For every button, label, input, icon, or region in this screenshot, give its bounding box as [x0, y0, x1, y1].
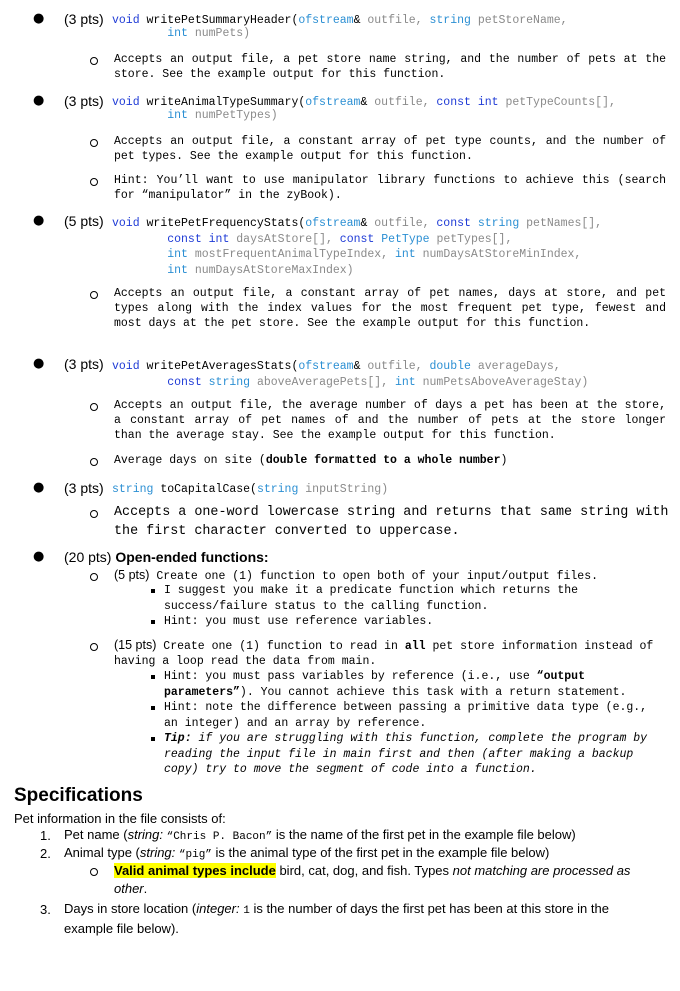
open-ended-subitem: Hint: you must pass variables by reference (i.e., use “output parameters”). You cannot achieve this task with a return statement. — [164, 670, 627, 699]
function-signature: void writePetSummaryHeader(ofstream& outfile, string petStoreName, int numPets) — [112, 14, 568, 40]
circle-bullet-icon — [90, 868, 98, 876]
list-number: 3. — [40, 902, 51, 917]
spec-item-3: Days in store location (integer: 1 is the number of days the first pet has been at this store in the example file below). — [64, 901, 609, 936]
open-ended-subitem: I suggest you make it a predicate function which returns the success/failure status to the calling function. — [164, 584, 579, 613]
open-ended-subitem: Hint: note the difference between passing a primitive data type (e.g., an integer) and an array by reference. — [164, 701, 648, 730]
bullet-icon: ● — [33, 549, 45, 564]
open-ended-item-2: (15 pts) Create one (1) function to read in all pet store information instead of having a loop read the data from main. — [114, 638, 654, 668]
spec-item-2: Animal type (string: “pig” is the animal type of the first pet in the example file below) — [64, 845, 550, 861]
list-number: 2. — [40, 846, 51, 861]
points-label: (3 pts) — [64, 93, 104, 109]
function-signature: void writePetFrequencyStats(ofstream& outfile, const string petNames[], const int daysAtStore[], const PetType petTypes[], int mostFrequentAnimalTypeIndex, int numDaysAtStoreMinIndex, int numDaysAtStoreMaxIndex) — [112, 217, 603, 277]
bullet-icon: ● — [33, 213, 45, 228]
function-hint: Hint: You’ll want to use manipulator library functions to achieve this (search for “manipulator” in the zyBook). — [114, 174, 666, 202]
function-description: Accepts a one-word lowercase string and returns that same string with the first character converted to uppercase. — [114, 505, 669, 539]
square-bullet-icon — [151, 620, 155, 624]
bullet-icon: ● — [33, 11, 45, 26]
circle-bullet-icon — [90, 139, 98, 147]
bullet-icon: ● — [33, 93, 45, 108]
specifications-intro: Pet information in the file consists of: — [14, 811, 226, 826]
function-signature: void writeAnimalTypeSummary(ofstream& outfile, const int petTypeCounts[], int numPetTypes) — [112, 96, 616, 122]
spec-subitem: Valid animal types include bird, cat, dog, and fish. Types not matching are processed as other. — [114, 863, 631, 896]
circle-bullet-icon — [90, 403, 98, 411]
bullet-icon: ● — [33, 356, 45, 371]
circle-bullet-icon — [90, 57, 98, 65]
function-description: Accepts an output file, a pet store name string, and the number of pets at the store. See the example output for this function. — [114, 53, 666, 81]
specifications-heading: Specifications — [14, 785, 143, 806]
circle-bullet-icon — [90, 291, 98, 299]
bullet-icon: ● — [33, 480, 45, 495]
spec-item-1: Pet name (string: “Chris P. Bacon” is the name of the first pet in the example file below) — [64, 827, 576, 843]
square-bullet-icon — [151, 589, 155, 593]
points-label: (3 pts) — [64, 480, 104, 496]
circle-bullet-icon — [90, 510, 98, 518]
square-bullet-icon — [151, 675, 155, 679]
circle-bullet-icon — [90, 643, 98, 651]
square-bullet-icon — [151, 737, 155, 741]
open-ended-subitem: Tip: if you are struggling with this function, complete the program by reading the input file in main first and then (after making a backup copy) try to move the segment of code into a function. — [164, 732, 648, 776]
open-ended-title: (20 pts) Open-ended functions: — [64, 549, 269, 565]
function-description: Accepts an output file, a constant array of pet names, days at store, and pet types along with the index values for the most frequent pet type, fewest and most days at the pet store. See the example output for this function. — [114, 287, 666, 330]
points-label: (3 pts) — [64, 356, 104, 372]
list-number: 1. — [40, 828, 51, 843]
circle-bullet-icon — [90, 178, 98, 186]
circle-bullet-icon — [90, 458, 98, 466]
function-signature: string toCapitalCase(string inputString) — [112, 483, 389, 496]
function-description: Accepts an output file, a constant array of pet type counts, and the number of pet types. See the example output for this function. — [114, 135, 666, 163]
points-label: (3 pts) — [64, 11, 104, 27]
open-ended-item-1: (5 pts) Create one (1) function to open both of your input/output files. — [114, 568, 599, 583]
square-bullet-icon — [151, 706, 155, 710]
function-signature: void writePetAveragesStats(ofstream& outfile, double averageDays, const string aboveAveragePets[], int numPetsAboveAverageStay) — [112, 360, 589, 389]
points-label: (5 pts) — [64, 213, 104, 229]
function-note: Average days on site (double formatted to a whole number) — [114, 454, 508, 467]
open-ended-subitem: Hint: you must use reference variables. — [164, 615, 434, 628]
circle-bullet-icon — [90, 573, 98, 581]
function-description: Accepts an output file, the average number of days a pet has been at the store, a constant array of pet names of and the number of pets at the store longer than the average stay. See the example output for this function. — [114, 399, 666, 442]
